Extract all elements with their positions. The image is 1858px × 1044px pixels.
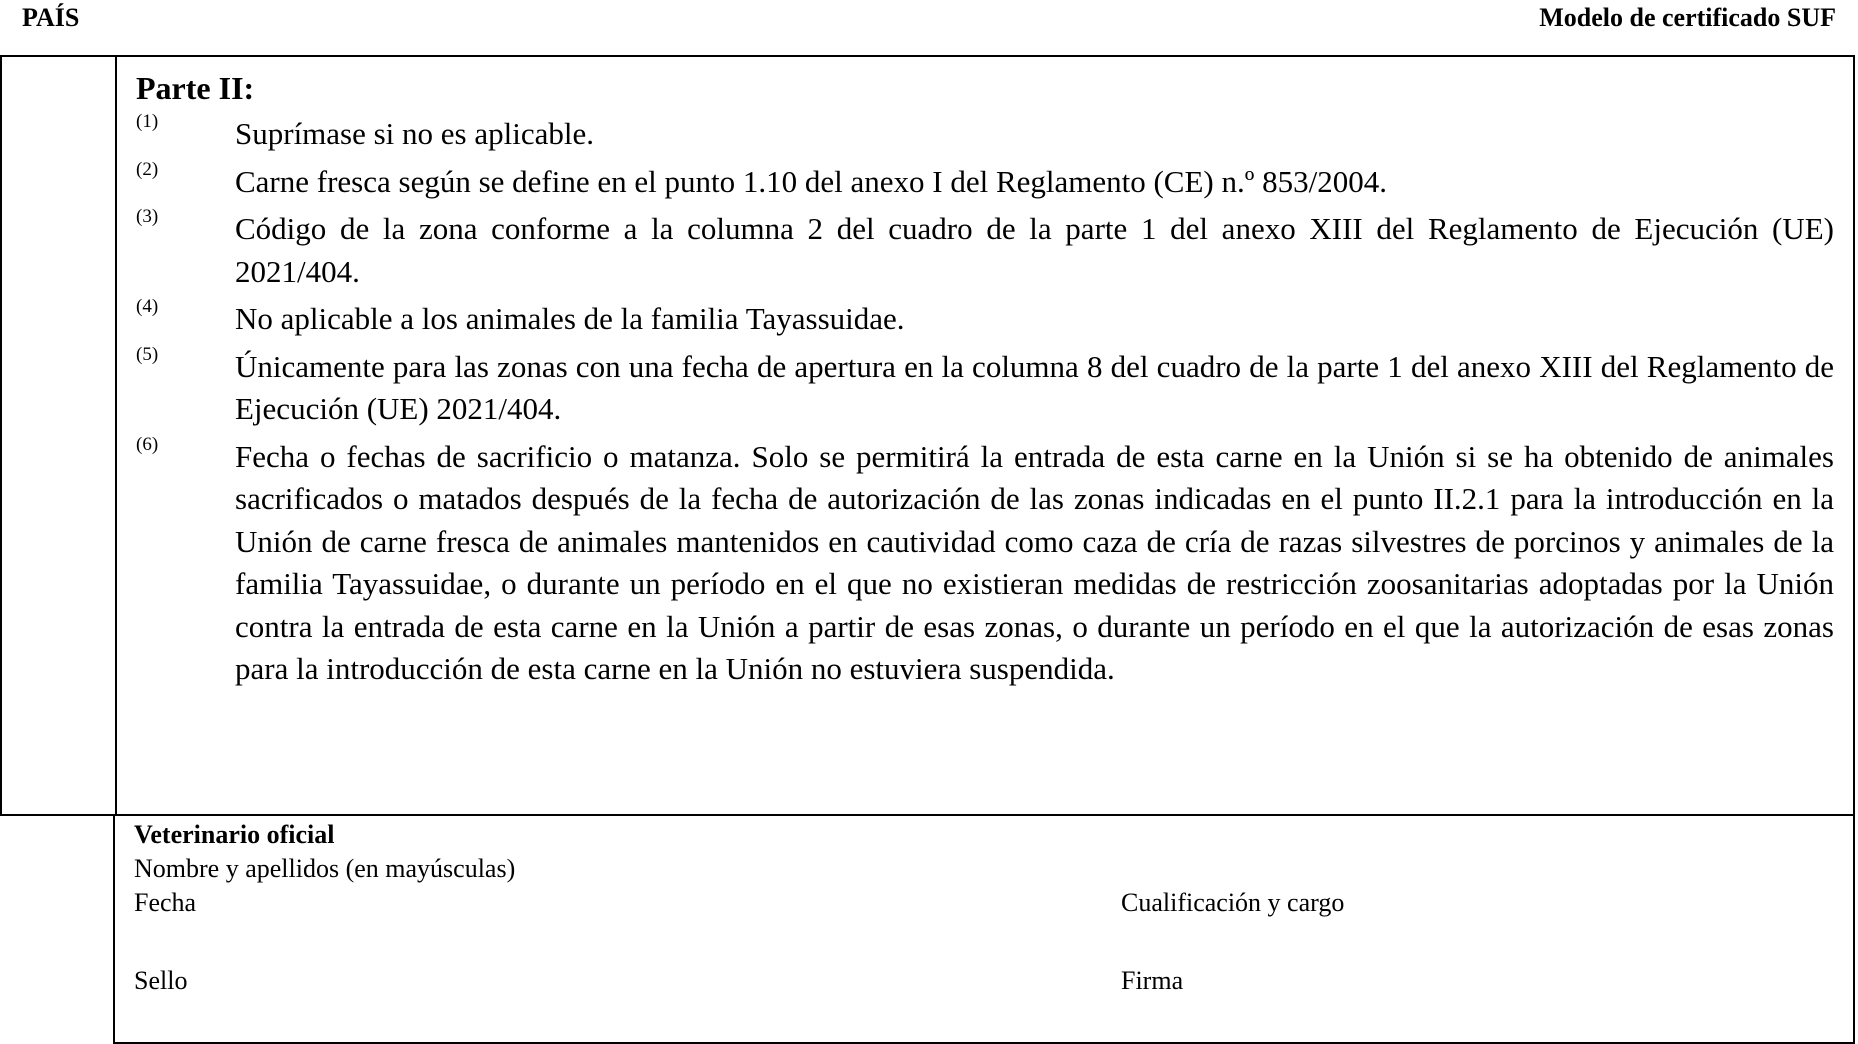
footnote-number: (2) [136,158,159,180]
country-label: PAÍS [22,3,80,32]
footnote-number: (3) [136,206,159,227]
part-title: Parte II: [136,70,255,106]
certificate-model-label: Modelo de certificado SUF [1539,3,1836,32]
footnote [136,158,1834,204]
footnote [136,208,1834,293]
footnote-number: (6) [136,433,159,455]
footnote-text: Únicamente para las zonas con una fecha de apertura en la columna 8 del cuadro de la parte 1 del anexo XIII del Reglamento de Ejecución (UE) 2021/404. [235,348,1834,426]
left-column-divider [115,57,117,814]
footnote-text: Código de la zona conforme a la columna 2 del cuadro de la parte 1 del anexo XIII del Reglamento de Ejecución (UE) 2021/404. [235,211,1834,289]
veterinarian-title: Veterinario oficial [134,820,335,849]
official-veterinarian-box [113,814,1855,1044]
date-label: Fecha [134,888,197,917]
footnote [136,113,1834,156]
footnote-text: Carne fresca según se define en el punto 1.10 del anexo I del Reglamento (CE) n.º 853/2004. [235,163,1387,199]
footnote [136,298,1834,341]
notes-box [0,55,1855,816]
footnote-text: No aplicable a los animales de la familia Tayassuidae. [235,301,905,336]
seal-label: Sello [134,966,188,995]
footnote-text: Suprímase si no es aplicable. [235,116,594,151]
qualification-label: Cualificación y cargo [1121,888,1345,917]
footnote [136,433,1834,691]
signature-label: Firma [1121,966,1184,995]
footnote-number: (4) [136,296,159,317]
footnote-text: Fecha o fechas de sacrificio o matanza. Solo se permitirá la entrada de esta carne en la Unión si se ha obtenido de animales sacrificados o matados después de la fecha de autorización de las zonas indicadas en el punto II.2.1 para la introducción en la Unión de carne fresca de animales mantenidos en cautividad como caza de cría de razas silvestres de porcinos y animales de la familia Tayassuidae, o durante un período en el que no existieran medidas de restricción zoosanitarias adoptadas por la Unión contra la entrada de esta carne en la Unión a partir de esas zonas, o durante un período en el que la autorización de esas zonas para la introducción de esta carne en la Unión no estuviera suspendida. [235,438,1834,686]
name-label: Nombre y apellidos (en mayúsculas) [134,854,516,883]
footnote-number: (5) [136,343,159,365]
footnote [136,343,1834,431]
footnote-number: (1) [136,111,159,132]
notes-content [136,69,1834,696]
